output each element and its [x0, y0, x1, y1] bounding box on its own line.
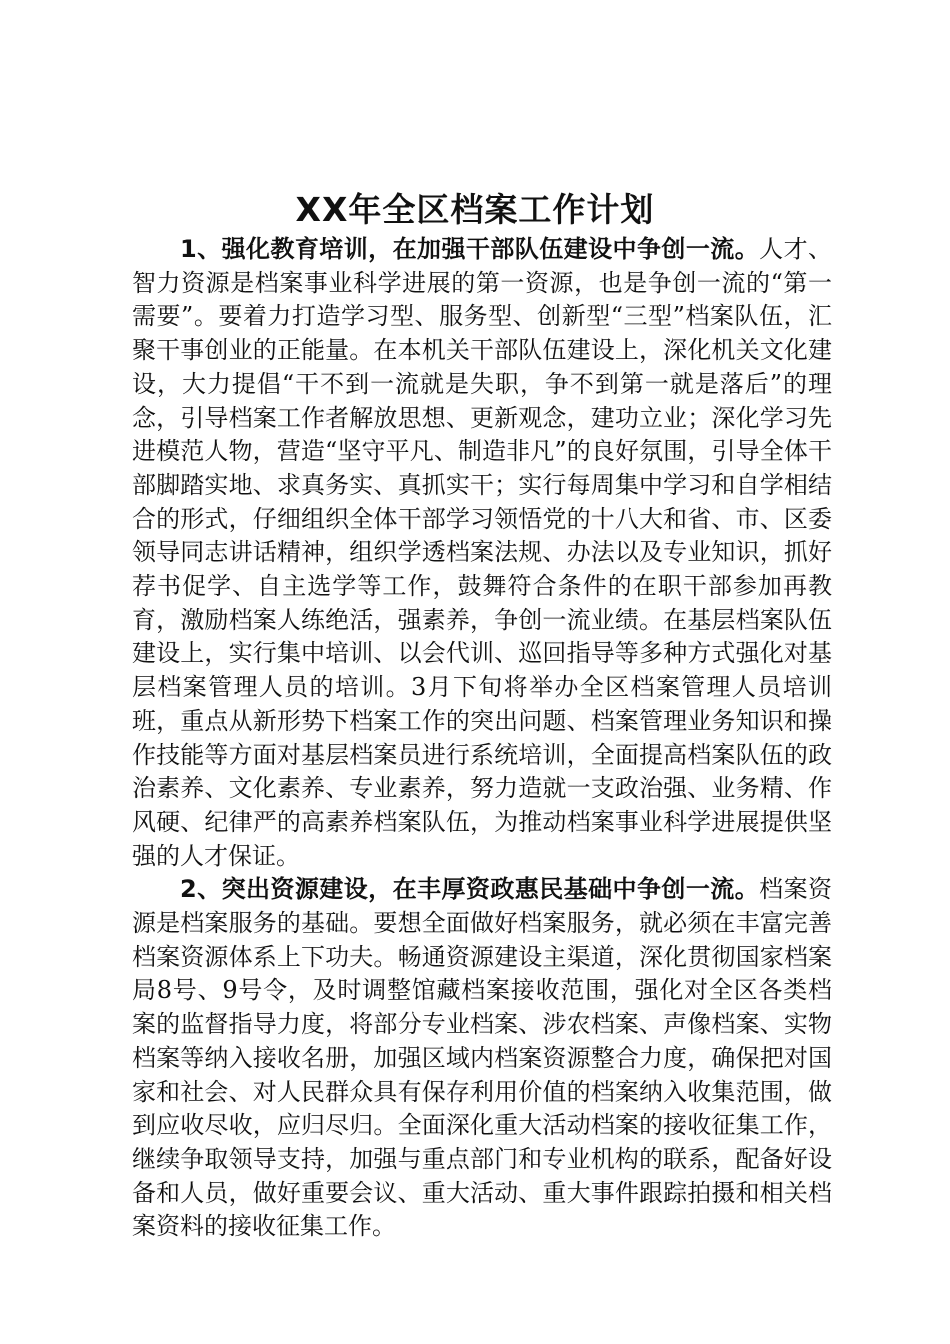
- paragraph-2-text: 档案资源是档案服务的基础。要想全面做好档案服务，就必须在丰富完善档案资源体系上下功夫。畅通资源建设主渠道，深化贯彻国家档案局8号、9号令，及时调整馆藏档案接收范围，强化对全区各类档案的监督指导力度，将部分专业档案、涉农档案、声像档案、实物档案等纳入接收名册，加强区域内档案资源整合力度，确保把对国家和社会、对人民群众具有保存利用价值的档案纳入收集范围，做到应收尽收，应归尽归。全面深化重大活动档案的接收征集工作，继续争取领导支持，加强与重点部门和专业机构的联系，配备好设备和人员，做好重要会议、重大活动、重大事件跟踪拍摄和相关档案资料的接收征集工作。: [132, 875, 833, 1241]
- paragraph-2: [132, 873, 832, 1244]
- paragraph-1: [132, 233, 832, 873]
- paragraph-1-heading: 1、强化教育培训，在加强干部队伍建设中争创一流。: [180, 235, 760, 263]
- document-title: XX年全区档案工作计划: [295, 190, 655, 229]
- paragraph-2-heading: 2、突出资源建设，在丰厚资政惠民基础中争创一流。: [180, 875, 760, 904]
- document-body: [132, 233, 832, 1244]
- paragraph-1-text: 人才、智力资源是档案事业科学进展的第一资源，也是争创一流的“第一需要”。要着力打造学习型、服务型、创新型“三型”档案队伍，汇聚干事创业的正能量。在本机关干部队伍建设上，深化机关文化建设，大力提倡“干不到一流就是失职，争不到第一就是落后”的理念，引导档案工作者解放思想、更新观念，建功立业；深化学习先进模范人物，营造“坚守平凡、制造非凡”的良好氛围，引导全体干部脚踏实地、求真务实、真抓实干；实行每周集中学习和自学相结合的形式，仔细组织全体干部学习领悟党的十八大和省、市、区委领导同志讲话精神，组织学透档案法规、办法以及专业知识，抓好荐书促学、自主选学等工作，鼓舞符合条件的在职干部参加再教育，激励档案人练绝活，强素养，争创一流业绩。在基层档案队伍建设上，实行集中培训、以会代训、巡回指导等多种方式强化对基层档案管理人员的培训。3月下旬将举办全区档案管理人员培训班，重点从新形势下档案工作的突出问题、档案管理业务知识和操作技能等方面对基层档案员进行系统培训，全面提高档案队伍的政治素养、文化素养、专业素养，努力造就一支政治强、业务精、作风硬、纪律严的高素养档案队伍，为推动档案事业科学进展提供坚强的人才保证。: [132, 235, 833, 870]
